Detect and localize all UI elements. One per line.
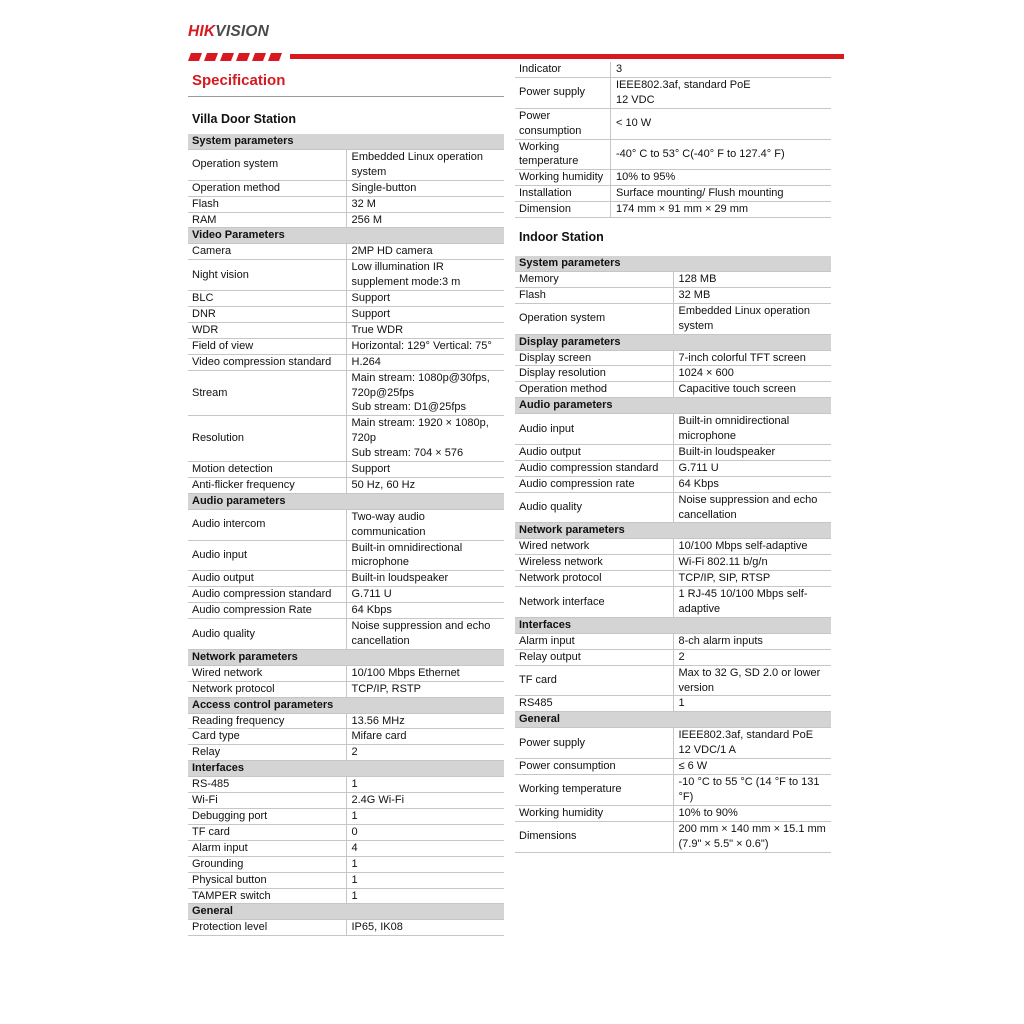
spec-value: -40° C to 53° C(-40° F to 127.4° F) — [611, 139, 832, 170]
spec-label: Dimension — [515, 202, 611, 218]
spec-value: Main stream: 1920 × 1080p, 720p Sub stream: 704 × 576 — [346, 416, 504, 462]
spec-label: Audio compression rate — [515, 476, 673, 492]
spec-label: TF card — [188, 824, 346, 840]
spec-value: G.711 U — [673, 460, 831, 476]
spec-label: Power supply — [515, 728, 673, 759]
section-header-row — [515, 334, 831, 350]
section-header: Access control parameters — [188, 697, 504, 713]
header-red-bar — [290, 54, 844, 59]
spec-row — [188, 509, 504, 540]
spec-label: Operation method — [515, 382, 673, 398]
spec-label: Protection level — [188, 920, 346, 936]
section-header-row — [515, 398, 831, 414]
spec-label: Power supply — [515, 77, 611, 108]
spec-row — [188, 416, 504, 462]
spec-row — [515, 476, 831, 492]
spec-label: Alarm input — [515, 633, 673, 649]
villa-spec-table — [188, 134, 504, 936]
spec-row — [188, 196, 504, 212]
spec-label: Audio input — [188, 540, 346, 571]
spec-row — [515, 202, 831, 218]
section-header-row — [515, 712, 831, 728]
spec-label: Installation — [515, 186, 611, 202]
spec-row — [515, 665, 831, 696]
spec-label: Indicator — [515, 62, 611, 77]
spec-value: G.711 U — [346, 587, 504, 603]
section-header: Audio parameters — [515, 398, 831, 414]
spec-row — [188, 665, 504, 681]
spec-row — [188, 713, 504, 729]
spec-value: Low illumination IR supplement mode:3 m — [346, 260, 504, 291]
spec-value: 10% to 90% — [673, 805, 831, 821]
spec-row — [188, 354, 504, 370]
left-column — [188, 104, 504, 936]
spec-value: 2MP HD camera — [346, 244, 504, 260]
spec-row — [188, 920, 504, 936]
spec-row — [515, 186, 831, 202]
spec-value: Noise suppression and echo cancellation — [346, 619, 504, 650]
spec-value: 8-ch alarm inputs — [673, 633, 831, 649]
spec-value: 1 — [346, 888, 504, 904]
spec-label: Debugging port — [188, 808, 346, 824]
spec-value: True WDR — [346, 322, 504, 338]
spec-row — [515, 271, 831, 287]
spec-row — [188, 888, 504, 904]
spec-value: 1 RJ-45 10/100 Mbps self-adaptive — [673, 587, 831, 618]
spec-label: Resolution — [188, 416, 346, 462]
spec-row — [515, 62, 831, 77]
spec-row — [515, 444, 831, 460]
spec-label: Working temperature — [515, 774, 673, 805]
spec-row — [188, 180, 504, 196]
spec-label: Network protocol — [188, 681, 346, 697]
spec-value: Built-in loudspeaker — [673, 444, 831, 460]
spec-value: IEEE802.3af, standard PoE 12 VDC/1 A — [673, 728, 831, 759]
brand-stripes-graphic — [188, 53, 284, 61]
spec-value: 64 Kbps — [673, 476, 831, 492]
spec-value: 4 — [346, 840, 504, 856]
spec-row — [515, 350, 831, 366]
spec-value: TCP/IP, RSTP — [346, 681, 504, 697]
spec-value: Single-button — [346, 180, 504, 196]
spec-label: Audio compression standard — [515, 460, 673, 476]
spec-value: ≤ 6 W — [673, 759, 831, 775]
spec-row — [515, 571, 831, 587]
spec-label: Night vision — [188, 260, 346, 291]
section-header-row — [515, 256, 831, 271]
spec-label: TAMPER switch — [188, 888, 346, 904]
spec-row — [515, 539, 831, 555]
spec-value: 2.4G Wi-Fi — [346, 793, 504, 809]
spec-value: 1024 × 600 — [673, 366, 831, 382]
spec-row — [188, 477, 504, 493]
spec-row — [188, 260, 504, 291]
spec-row — [515, 774, 831, 805]
spec-row — [188, 729, 504, 745]
spec-row — [515, 555, 831, 571]
spec-value: 1 — [346, 872, 504, 888]
spec-value: 1 — [346, 856, 504, 872]
spec-value: 50 Hz, 60 Hz — [346, 477, 504, 493]
spec-value: Horizontal: 129° Vertical: 75° — [346, 338, 504, 354]
section-header: General — [515, 712, 831, 728]
spec-row — [188, 306, 504, 322]
spec-label: Audio input — [515, 414, 673, 445]
spec-row — [188, 540, 504, 571]
spec-label: Operation method — [188, 180, 346, 196]
section-header: Video Parameters — [188, 228, 504, 244]
section-header: Interfaces — [515, 617, 831, 633]
spec-label: BLC — [188, 291, 346, 307]
spec-value: 32 MB — [673, 287, 831, 303]
spec-value: Wi-Fi 802.11 b/g/n — [673, 555, 831, 571]
spec-value: H.264 — [346, 354, 504, 370]
spec-value: 200 mm × 140 mm × 15.1 mm (7.9" × 5.5" × 0.6") — [673, 821, 831, 852]
spec-row — [515, 492, 831, 523]
right-column — [515, 62, 831, 853]
section-header: Interfaces — [188, 761, 504, 777]
spec-row — [188, 619, 504, 650]
section-header: General — [188, 904, 504, 920]
section-header-row — [188, 904, 504, 920]
spec-value: 1 — [346, 808, 504, 824]
spec-value: Support — [346, 462, 504, 478]
spec-row — [515, 587, 831, 618]
spec-value: 3 — [611, 62, 832, 77]
spec-value: Main stream: 1080p@30fps, 720p@25fps Sub stream: D1@25fps — [346, 370, 504, 416]
section-header: Display parameters — [515, 334, 831, 350]
spec-row — [515, 139, 831, 170]
spec-label: Memory — [515, 271, 673, 287]
spec-label: Relay output — [515, 649, 673, 665]
spec-label: Operation system — [515, 303, 673, 334]
spec-label: Network interface — [515, 587, 673, 618]
section-header: Network parameters — [515, 523, 831, 539]
spec-label: Stream — [188, 370, 346, 416]
spec-label: Wi-Fi — [188, 793, 346, 809]
spec-label: Operation system — [188, 149, 346, 180]
spec-label: Audio output — [515, 444, 673, 460]
spec-value: Embedded Linux operation system — [346, 149, 504, 180]
spec-value: 13.56 MHz — [346, 713, 504, 729]
hikvision-logo — [188, 21, 286, 43]
spec-value: 64 Kbps — [346, 603, 504, 619]
section-header-row — [515, 617, 831, 633]
spec-label: RAM — [188, 212, 346, 228]
spec-label: Working temperature — [515, 139, 611, 170]
page-title: Specification — [192, 72, 286, 89]
spec-value: 10% to 95% — [611, 170, 832, 186]
section-header: Audio parameters — [188, 493, 504, 509]
section-header-row — [188, 493, 504, 509]
spec-value: Built-in omnidirectional microphone — [346, 540, 504, 571]
spec-label: Grounding — [188, 856, 346, 872]
spec-label: TF card — [515, 665, 673, 696]
spec-value: Support — [346, 306, 504, 322]
spec-row — [188, 462, 504, 478]
spec-value: 0 — [346, 824, 504, 840]
section-header-row — [188, 228, 504, 244]
spec-value: 2 — [346, 745, 504, 761]
spec-label: Reading frequency — [188, 713, 346, 729]
spec-row — [515, 414, 831, 445]
spec-label: Audio quality — [515, 492, 673, 523]
spec-row — [188, 322, 504, 338]
spec-label: WDR — [188, 322, 346, 338]
spec-value: 1 — [346, 777, 504, 793]
logo-text-hik: HIK — [188, 23, 216, 40]
spec-label: Field of view — [188, 338, 346, 354]
spec-label: Audio intercom — [188, 509, 346, 540]
spec-label: Wired network — [515, 539, 673, 555]
spec-value: 7-inch colorful TFT screen — [673, 350, 831, 366]
spec-row — [515, 287, 831, 303]
spec-row — [515, 821, 831, 852]
spec-value: Support — [346, 291, 504, 307]
section-header: System parameters — [515, 256, 831, 271]
spec-row — [515, 728, 831, 759]
indoor-spec-table — [515, 256, 831, 852]
spec-row — [515, 108, 831, 139]
spec-value: IEEE802.3af, standard PoE 12 VDC — [611, 77, 832, 108]
spec-row — [515, 759, 831, 775]
spec-label: Audio compression Rate — [188, 603, 346, 619]
spec-row — [515, 805, 831, 821]
spec-label: Working humidity — [515, 170, 611, 186]
spec-row — [515, 303, 831, 334]
spec-label: Relay — [188, 745, 346, 761]
spec-row — [188, 872, 504, 888]
spec-label: Power consumption — [515, 108, 611, 139]
spec-row — [188, 824, 504, 840]
spec-label: DNR — [188, 306, 346, 322]
spec-label: Audio compression standard — [188, 587, 346, 603]
spec-label: Wireless network — [515, 555, 673, 571]
spec-label: Card type — [188, 729, 346, 745]
spec-row — [515, 366, 831, 382]
spec-row — [515, 633, 831, 649]
logo-text-vision: VISION — [215, 23, 270, 40]
spec-row — [515, 170, 831, 186]
spec-value: Capacitive touch screen — [673, 382, 831, 398]
spec-row — [515, 649, 831, 665]
spec-value: 128 MB — [673, 271, 831, 287]
spec-label: Flash — [188, 196, 346, 212]
spec-value: Surface mounting/ Flush mounting — [611, 186, 832, 202]
spec-label: Display screen — [515, 350, 673, 366]
spec-row — [188, 745, 504, 761]
spec-row — [188, 244, 504, 260]
spec-value: TCP/IP, SIP, RTSP — [673, 571, 831, 587]
spec-value: Two-way audio communication — [346, 509, 504, 540]
spec-value: Built-in loudspeaker — [346, 571, 504, 587]
spec-row — [515, 77, 831, 108]
spec-value: 32 M — [346, 196, 504, 212]
spec-label: Video compression standard — [188, 354, 346, 370]
spec-label: Power consumption — [515, 759, 673, 775]
spec-label: Working humidity — [515, 805, 673, 821]
section-header-row — [188, 697, 504, 713]
section-header: System parameters — [188, 134, 504, 149]
villa-door-station-title: Villa Door Station — [192, 112, 296, 126]
spec-label: Anti-flicker frequency — [188, 477, 346, 493]
spec-row — [188, 291, 504, 307]
spec-value: Max to 32 G, SD 2.0 or lower version — [673, 665, 831, 696]
spec-row — [188, 840, 504, 856]
title-divider — [188, 96, 504, 97]
spec-row — [515, 382, 831, 398]
spec-row — [188, 149, 504, 180]
section-header: Network parameters — [188, 649, 504, 665]
spec-value: 174 mm × 91 mm × 29 mm — [611, 202, 832, 218]
spec-value: 1 — [673, 696, 831, 712]
spec-value: Embedded Linux operation system — [673, 303, 831, 334]
spec-label: Audio quality — [188, 619, 346, 650]
spec-row — [188, 856, 504, 872]
spec-label: Alarm input — [188, 840, 346, 856]
spec-value: 256 M — [346, 212, 504, 228]
spec-label: Physical button — [188, 872, 346, 888]
spec-row — [188, 571, 504, 587]
spec-row — [188, 338, 504, 354]
spec-row — [515, 460, 831, 476]
spec-label: Wired network — [188, 665, 346, 681]
spec-row — [188, 777, 504, 793]
spec-label: Camera — [188, 244, 346, 260]
spec-value: 10/100 Mbps self-adaptive — [673, 539, 831, 555]
spec-row — [188, 793, 504, 809]
spec-value: IP65, IK08 — [346, 920, 504, 936]
spec-value: Noise suppression and echo cancellation — [673, 492, 831, 523]
spec-row — [188, 681, 504, 697]
spec-label: RS485 — [515, 696, 673, 712]
spec-row — [188, 603, 504, 619]
spec-row — [188, 212, 504, 228]
spec-label: Flash — [515, 287, 673, 303]
spec-value: 2 — [673, 649, 831, 665]
section-header-row — [515, 523, 831, 539]
indoor-station-title: Indoor Station — [519, 230, 604, 245]
spec-value: < 10 W — [611, 108, 832, 139]
spec-value: 10/100 Mbps Ethernet — [346, 665, 504, 681]
spec-row — [188, 587, 504, 603]
spec-label: Network protocol — [515, 571, 673, 587]
spec-label: RS-485 — [188, 777, 346, 793]
spec-value: -10 °C to 55 °C (14 °F to 131 °F) — [673, 774, 831, 805]
section-header-row — [188, 761, 504, 777]
villa-spec-table-continued — [515, 62, 831, 218]
spec-label: Dimensions — [515, 821, 673, 852]
spec-value: Mifare card — [346, 729, 504, 745]
spec-label: Motion detection — [188, 462, 346, 478]
section-header-row — [188, 649, 504, 665]
spec-value: Built-in omnidirectional microphone — [673, 414, 831, 445]
spec-row — [515, 696, 831, 712]
spec-row — [188, 370, 504, 416]
spec-label: Display resolution — [515, 366, 673, 382]
section-header-row — [188, 134, 504, 149]
spec-label: Audio output — [188, 571, 346, 587]
spec-row — [188, 808, 504, 824]
